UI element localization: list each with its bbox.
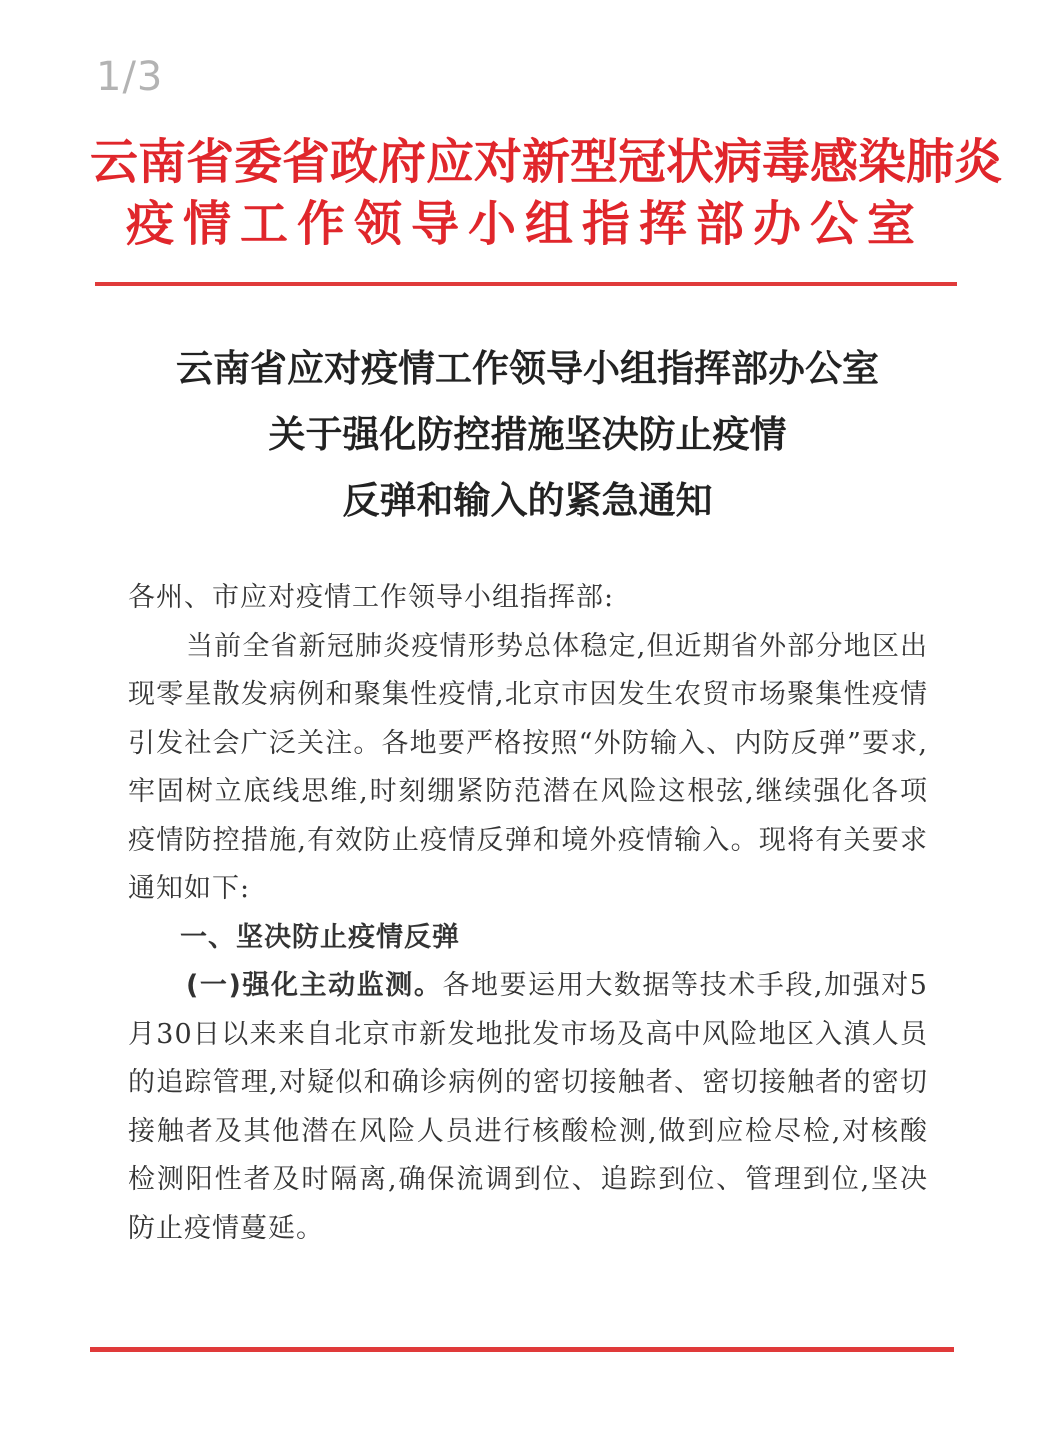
document-title xyxy=(110,336,945,534)
intro-paragraph: 当前全省新冠肺炎疫情形势总体稳定,但近期省外部分地区出现零星散发病例和聚集性疫情,北京市因发生农贸市场聚集性疫情引发社会广泛关注。各地要严格按照“外防输入、内防反弹”要求,牢固树立底线思维,时刻绷紧防范潜在风险这根弦,继续强化各项疫情防控措施,有效防止疫情反弹和境外疫情输入。现将有关要求通知如下: xyxy=(128,630,928,904)
section-heading-1: 一、坚决防止疫情反弹 xyxy=(180,921,460,953)
document-body xyxy=(128,574,928,1253)
item-1-text: 各地要运用大数据等技术手段,加强对5月30日以来来自北京市新发地批发市场及高中风险地区入滇人员的追踪管理,对疑似和确诊病例的密切接触者、密切接触者的密切接触者及其他潜在风险人员进行核酸检测,做到应检尽检,对核酸检测阳性者及时隔离,确保流调到位、追踪到位、管理到位,坚决防止疫情蔓延。 xyxy=(128,970,928,1244)
salutation: 各州、市应对疫情工作领导小组指挥部: xyxy=(128,582,615,613)
title-line-2: 关于强化防控措施坚决防止疫情 xyxy=(268,413,787,456)
page-counter: 1/3 xyxy=(96,54,164,100)
letterhead-line-2: 疫情工作领导小组指挥部办公室 xyxy=(125,196,924,252)
letterhead xyxy=(90,132,1003,254)
item-1-heading: (一)强化主动监测。 xyxy=(186,970,443,1001)
letterhead-line-1: 云南省委省政府应对新型冠状病毒感染肺炎 xyxy=(90,134,1003,190)
top-red-divider xyxy=(95,282,957,286)
bottom-red-divider xyxy=(90,1347,954,1352)
title-line-3: 反弹和输入的紧急通知 xyxy=(342,479,713,522)
title-line-1: 云南省应对疫情工作领导小组指挥部办公室 xyxy=(176,347,879,390)
section-1-item-1 xyxy=(128,962,928,1253)
